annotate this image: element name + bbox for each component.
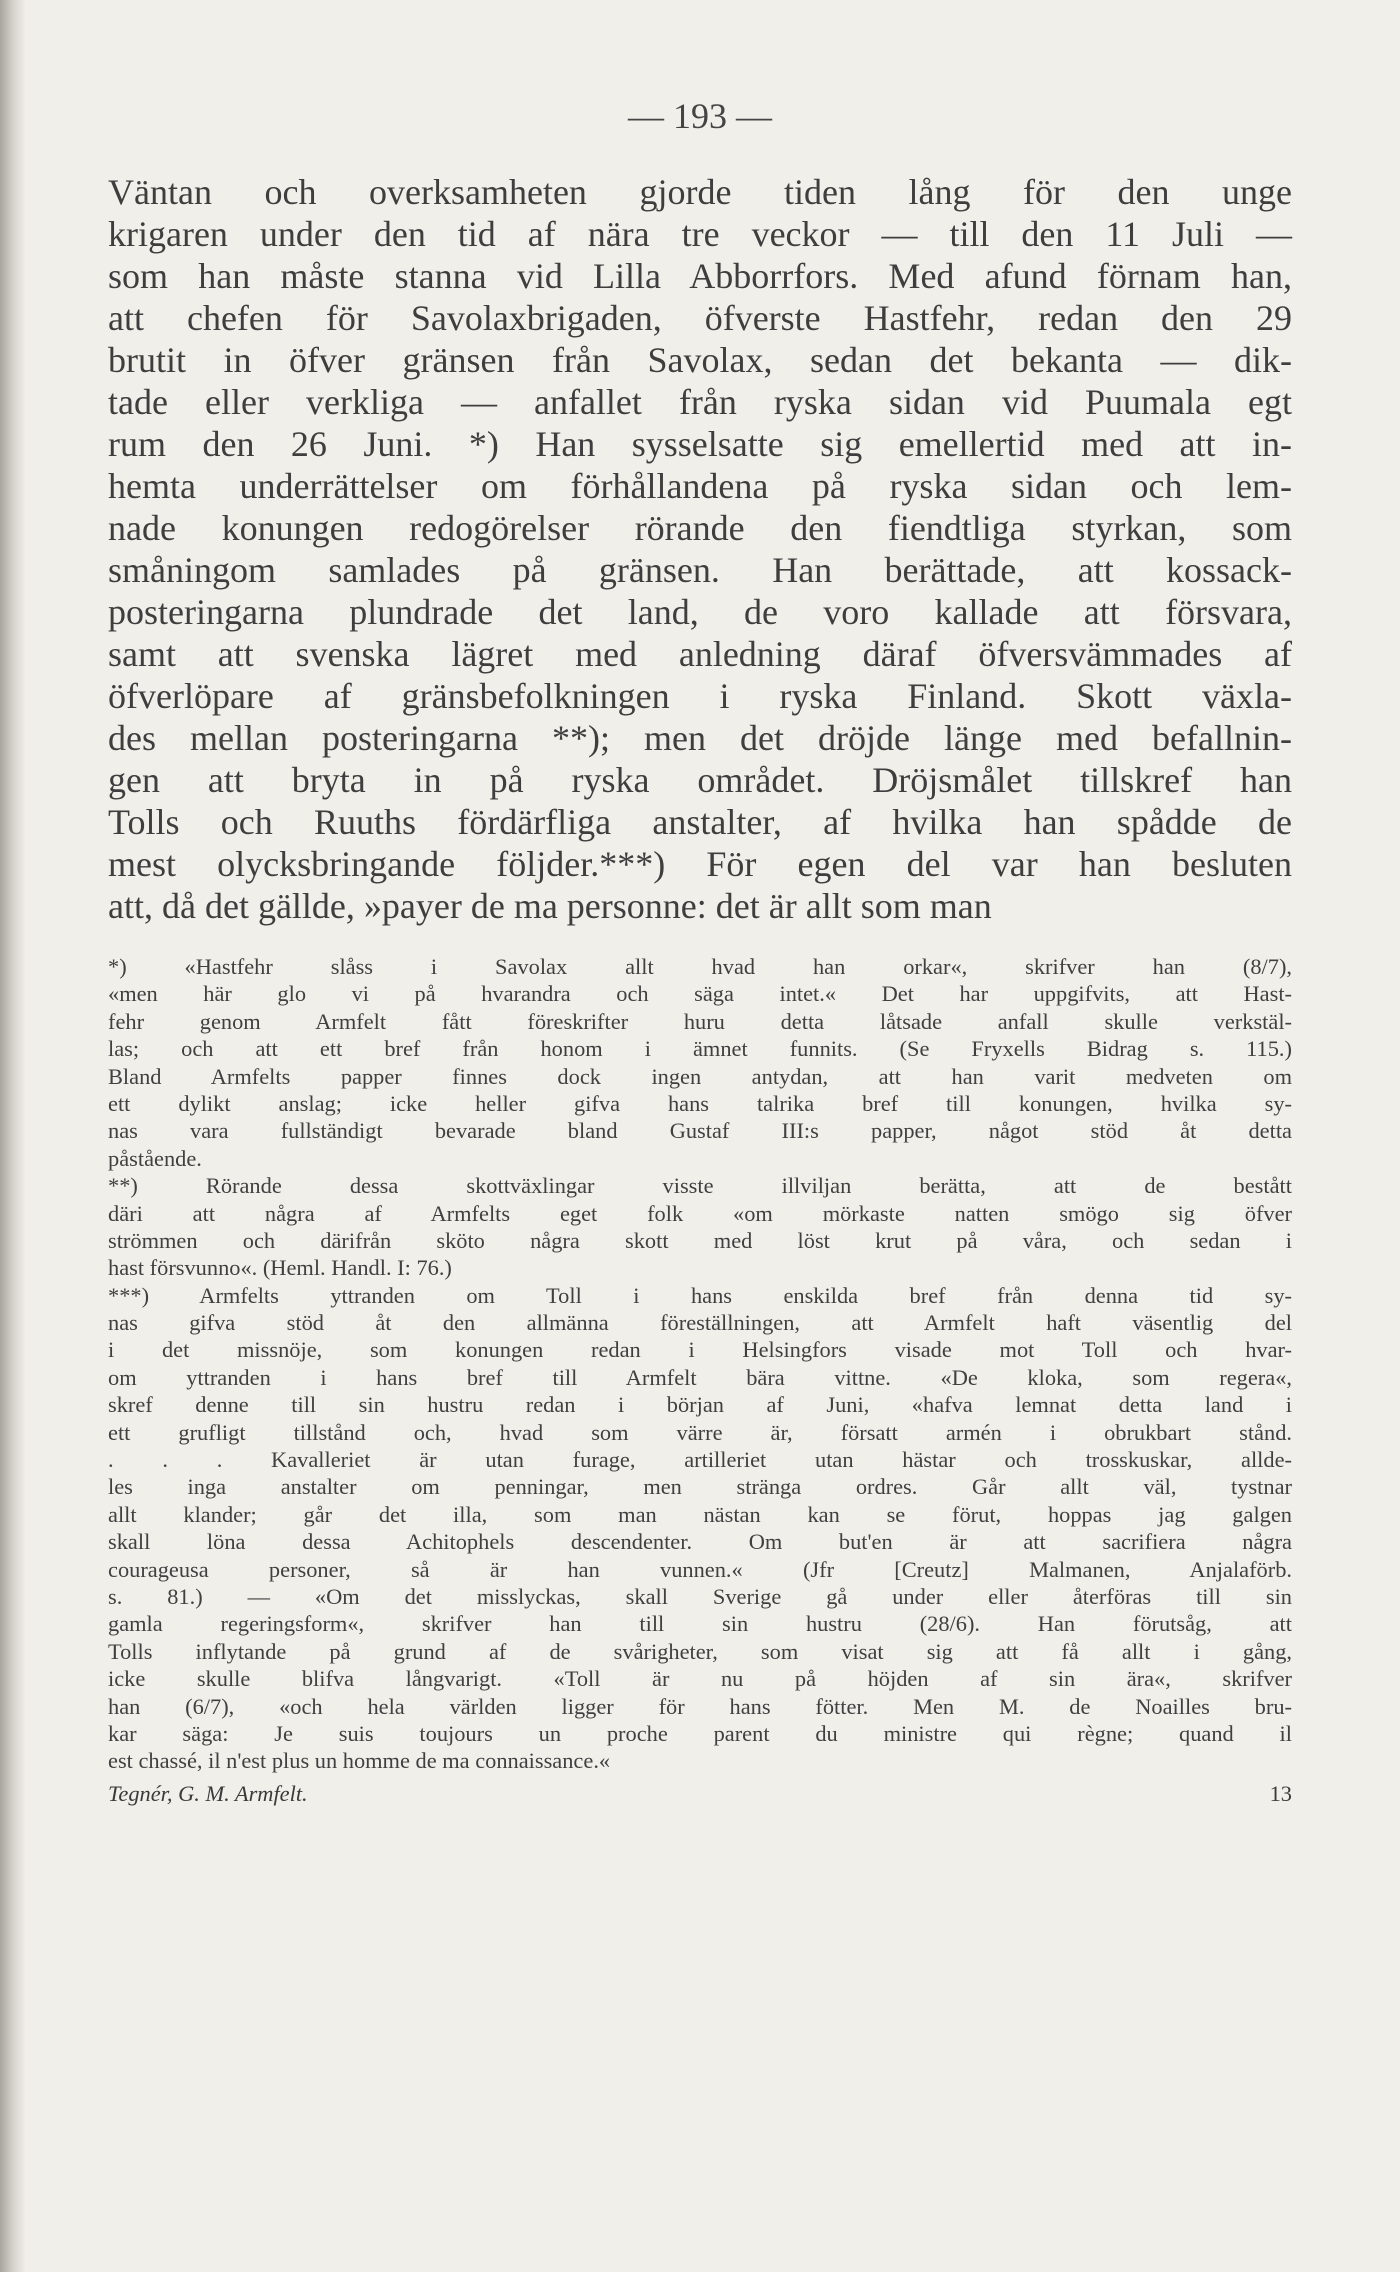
footnote-line: däri att några af Armfelts eget folk «om mörkaste natten smögo sig öfver — [108, 1200, 1292, 1226]
body-line: öfverlöpare af gränsbefolkningen i ryska Finland. Skott växla- — [108, 676, 1292, 716]
body-line: posteringarna plundrade det land, de voro kallade att försvara, — [108, 592, 1292, 632]
footnote-line: Bland Armfelts papper finnes dock ingen antydan, att han varit medveten om — [108, 1063, 1292, 1089]
footnote-line: les inga anstalter om penningar, men stränga ordres. Går allt väl, tystnar — [108, 1474, 1292, 1500]
body-line: hemta underrättelser om förhållandena på ryska sidan och lem- — [108, 466, 1292, 506]
body-line: samt att svenska lägret med anledning däraf öfversvämmades af — [108, 634, 1292, 674]
footnote-line: gamla regeringsform«, skrifver han till sin hustru (28/6). Han förutsåg, att — [108, 1611, 1292, 1637]
body-line: att, då det gällde, »payer de ma personne: det är allt som man — [108, 886, 992, 926]
footnote-line: «men här glo vi på hvarandra och säga intet.« Det har uppgifvits, att Hast- — [108, 981, 1292, 1007]
body-line: Väntan och overksamheten gjorde tiden lång för den unge — [108, 172, 1292, 212]
footnote-line: s. 81.) — «Om det misslyckas, skall Sverige gå under eller återföras till sin — [108, 1583, 1292, 1609]
footnote-line: courageusa personer, så är han vunnen.« (Jfr [Creutz] Malmanen, Anjalaförb. — [108, 1556, 1292, 1582]
footnote-line: icke skulle blifva långvarigt. «Toll är nu på höjden af sin ära«, skrifver — [108, 1666, 1292, 1692]
footnote-line: ett dylikt anslag; icke heller gifva hans talrika bref till konungen, hvilka sy- — [108, 1090, 1292, 1116]
body-line: nade konungen redogörelser rörande den fiendtliga styrkan, som — [108, 508, 1292, 548]
footnote-line: skall löna dessa Achitophels descendenter. Om but'en är att sacrifiera några — [108, 1529, 1292, 1555]
page-number: — 193 — — [628, 96, 772, 136]
main-text — [108, 171, 1292, 927]
footnote-line: påstående. — [108, 1145, 202, 1171]
body-line: tade eller verkliga — anfallet från ryska sidan vid Puumala egt — [108, 382, 1292, 422]
footnote-line: hast försvunno«. (Heml. Handl. I: 76.) — [108, 1255, 452, 1281]
footnote-line: est chassé, il n'est plus un homme de ma connaissance.« — [108, 1748, 611, 1774]
footnote-line: i det missnöje, som konungen redan i Helsingfors visade mot Toll och hvar- — [108, 1337, 1292, 1363]
footnote-line: ***) Armfelts yttranden om Toll i hans enskilda bref från denna tid sy- — [108, 1282, 1292, 1308]
footnote-line: allt klander; går det illa, som man nästan kan se förut, hoppas jag galgen — [108, 1501, 1292, 1527]
body-line: att chefen för Savolaxbrigaden, öfverste Hastfehr, redan den 29 — [108, 298, 1292, 338]
footnote-line: om yttranden i hans bref till Armfelt bära vittne. «De kloka, som regera«, — [108, 1364, 1292, 1390]
body-line: Tolls och Ruuths fördärfliga anstalter, af hvilka han spådde de — [108, 802, 1292, 842]
footnote-line: **) Rörande dessa skottväxlingar visste illviljan berätta, att de bestått — [108, 1173, 1292, 1199]
body-line: som han måste stanna vid Lilla Abborrfors. Med afund förnam han, — [108, 256, 1292, 296]
footnote-line: kar säga: Je suis toujours un proche parent du ministre qui règne; quand il — [108, 1720, 1292, 1746]
body-line: brutit in öfver gränsen från Savolax, sedan det bekanta — dik- — [108, 340, 1292, 380]
footnote-line: skref denne till sin hustru redan i början af Juni, «hafva lemnat detta land i — [108, 1392, 1292, 1418]
book-page — [108, 95, 1292, 1809]
body-line: småningom samlades på gränsen. Han berättade, att kossack- — [108, 550, 1292, 590]
body-line: des mellan posteringarna **); men det dröjde länge med befallnin- — [108, 718, 1292, 758]
signature-sheet-number: 13 — [1269, 1780, 1292, 1806]
footnote-line: han (6/7), «och hela världen ligger för hans fötter. Men M. de Noailles bru- — [108, 1693, 1292, 1719]
body-line: krigaren under den tid af nära tre veckor — till den 11 Juli — — [108, 214, 1292, 254]
footnote-line: nas gifva stöd åt den allmänna föreställningen, att Armfelt haft väsentlig del — [108, 1310, 1292, 1336]
book-spine-shadow — [0, 0, 26, 2272]
footnotes — [108, 953, 1292, 1775]
footnote-line: ett grufligt tillstånd och, hvad som värre är, försatt armén i obrukbart stånd. — [108, 1419, 1292, 1445]
footnote-line: fehr genom Armfelt fått föreskrifter huru detta låtsade anfall skulle verkstäl- — [108, 1008, 1292, 1034]
footnote-line: *) «Hastfehr slåss i Savolax allt hvad han orkar«, skrifver han (8/7), — [108, 954, 1292, 979]
signature-line — [108, 1779, 1292, 1809]
body-line: gen att bryta in på ryska området. Dröjsmålet tillskref han — [108, 760, 1292, 800]
signature-author: Tegnér, G. M. Armfelt. — [108, 1780, 308, 1806]
footnote-line: las; och att ett bref från honom i ämnet funnits. (Se Fryxells Bidrag s. 115.) — [108, 1036, 1292, 1062]
body-line: rum den 26 Juni. *) Han sysselsatte sig emellertid med att in- — [108, 424, 1292, 464]
footnote-line: strömmen och därifrån sköto några skott med löst krut på våra, och sedan i — [108, 1227, 1292, 1253]
footnote-line: . . . Kavalleriet är utan furage, artilleriet utan hästar och trosskuskar, allde- — [108, 1447, 1292, 1473]
footnote-line: nas vara fullständigt bevarade bland Gustaf III:s papper, något stöd åt detta — [108, 1118, 1292, 1144]
footnote-line: Tolls inflytande på grund af de svårigheter, som visat sig att få allt i gång, — [108, 1638, 1292, 1664]
body-line: mest olycksbringande följder.***) För egen del var han besluten — [108, 844, 1292, 884]
